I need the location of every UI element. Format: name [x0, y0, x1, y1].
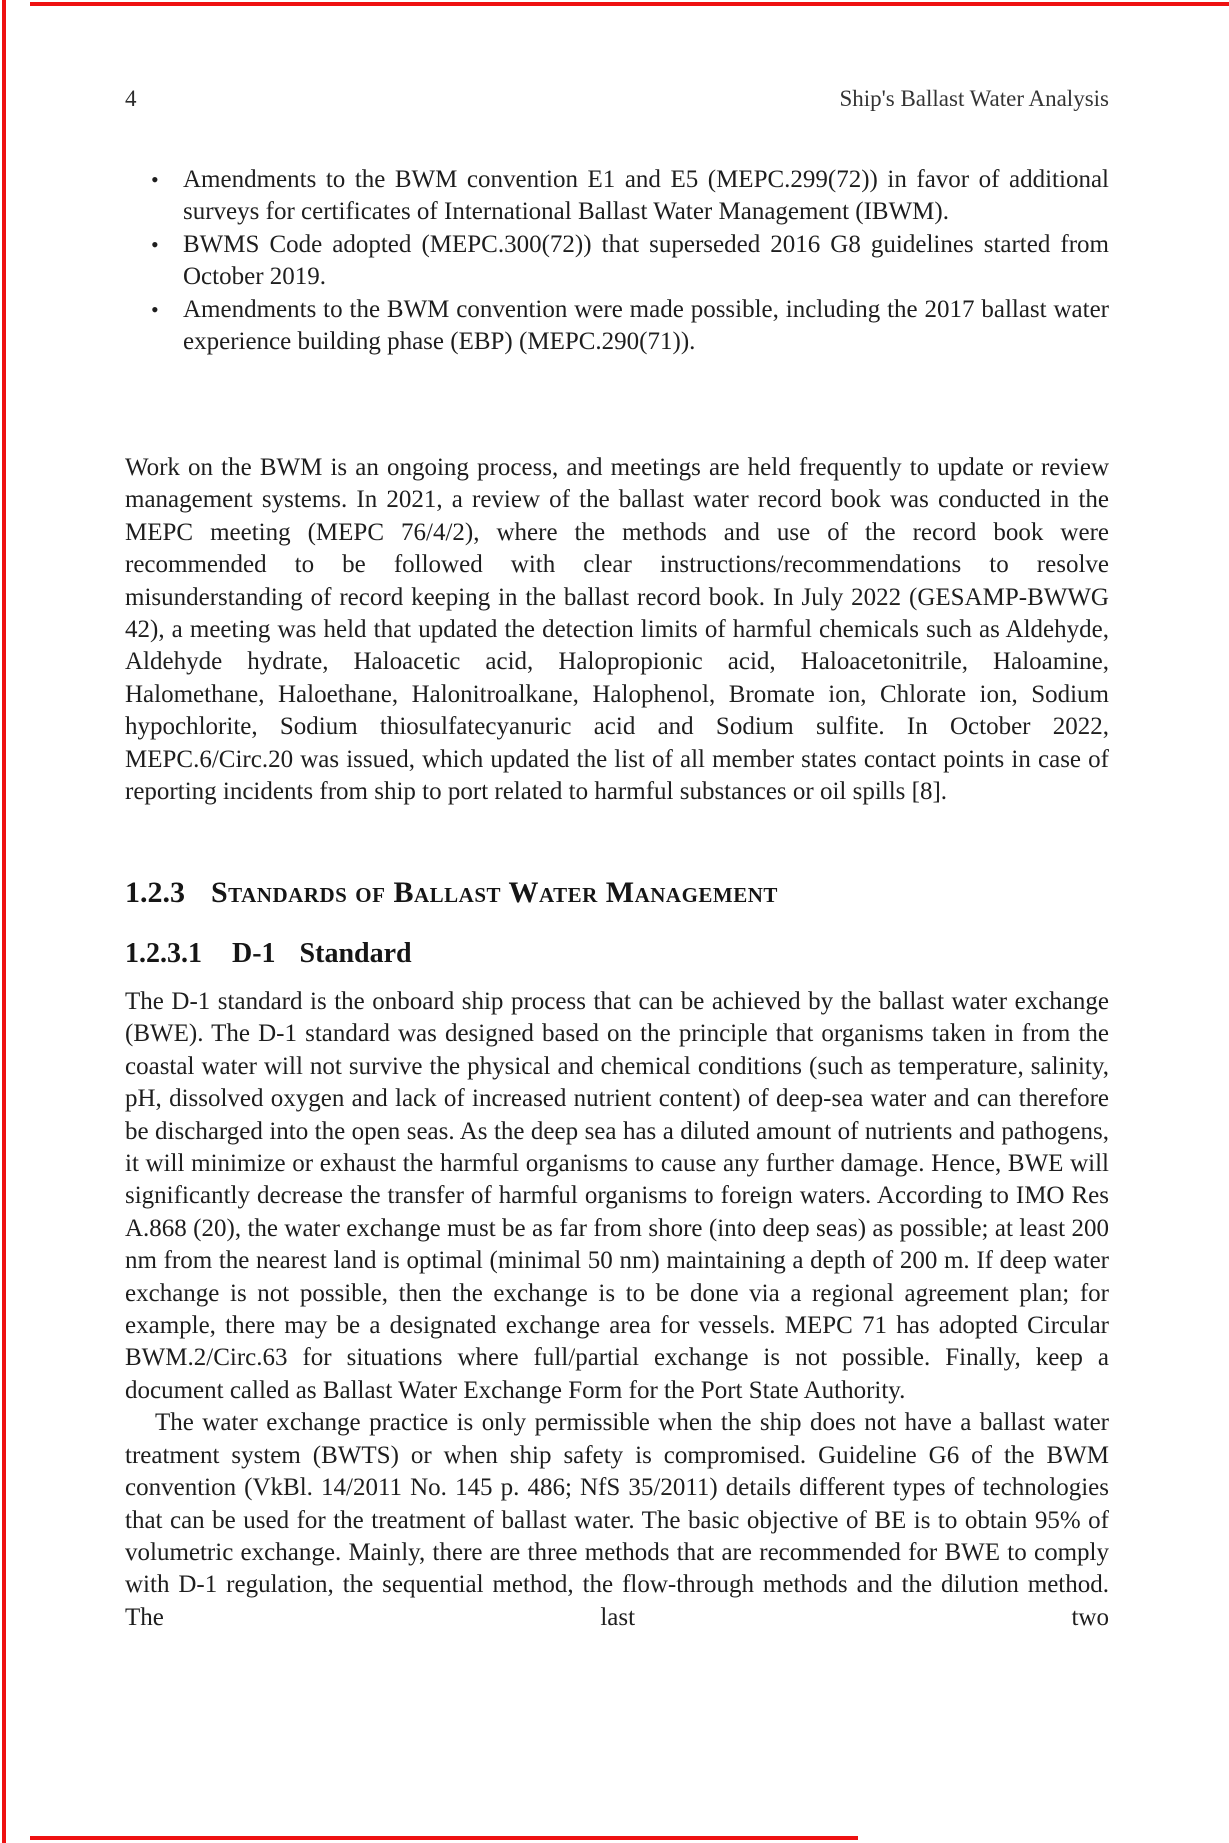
list-item: [125, 164, 1109, 229]
paragraph-bwm-updates: Work on the BWM is an ongoing process, and meetings are held frequently to update or review management systems. In 2021, a review of the ballast water record book was conducted in the MEPC meeting (MEPC 76/4/2), where the methods and use of the record book were recommended to be followed with clear instructions/recommendations to resolve misunderstanding of record keeping in the ballast record book. In July 2022 (GESAMP-BWWG 42), a meeting was held that updated the detection limits of harmful chemicals such as Aldehyde, Aldehyde hydrate, Haloacetic acid, Halopropionic acid, Haloacetonitrile, Haloamine, Halomethane, Haloethane, Halonitroalkane, Halophenol, Bromate ion, Chlorate ion, Sodium hypochlorite, Sodium thiosulfatecyanuric acid and Sodium sulfite. In October 2022, MEPC.6/Circ.20 was issued, which updated the list of all member states contact points in case of reporting incidents from ship to port related to harmful substances or oil spills [8].: [125, 454, 1109, 806]
running-header: [125, 86, 1109, 112]
section-heading-standards: [125, 876, 778, 910]
section-title: Standards of Ballast Water Management: [211, 876, 778, 909]
section-number: 1.2.3: [125, 876, 185, 909]
scan-mark-left: [2, 0, 6, 1843]
subsection-title: Standard: [299, 938, 412, 969]
list-item: [125, 229, 1109, 294]
page-number: 4: [125, 86, 137, 111]
list-item-text: Amendments to the BWM convention were made possible, including the 2017 ballast water experience building phase (EBP) (MEPC.290(71)).: [183, 295, 1109, 356]
bullet-icon: •: [151, 167, 159, 192]
bullet-icon: •: [151, 231, 159, 257]
running-title: Ship's Ballast Water Analysis: [839, 86, 1109, 111]
d1-standard-body: [125, 986, 1109, 1634]
subsection-heading-d1-standard: [125, 938, 412, 970]
paragraph-water-exchange-practice: The water exchange practice is only permissible when the ship does not have a ballast water treatment system (BWTS) or when ship safety is compromised. Guideline G6 of the BWM convention (VkBl. 14/2011 No. 145 p. 486; NfS 35/2011) details different types of technologies that can be used for the treatment of ballast water. The basic objective of BE is to obtain 95% of volumetric exchange. Mainly, there are three methods that are recommended for BWE to comply with D-1 regulation, the sequential method, the flow-through methods and the dilution method. The last two: [125, 1409, 1109, 1631]
paragraph-d1-description: The D-1 standard is the onboard ship process that can be achieved by the ballast water exchange (BWE). The D-1 standard was designed based on the principle that organisms taken in from the coastal water will not survive the physical and chemical conditions (such as temperature, salinity, pH, dissolved oxygen and lack of increased nutrient content) of deep-sea water and can therefore be discharged into the open seas. As the deep sea has a diluted amount of nutrients and pathogens, it will minimize or exhaust the harmful organisms to cause any further damage. Hence, BWE will significantly decrease the transfer of harmful organisms to foreign waters. According to IMO Res A.868 (20), the water exchange must be as far from shore (into deep seas) as possible; at least 200 nm from the nearest land is optimal (minimal 50 nm) maintaining a depth of 200 m. If deep water exchange is not possible, then the exchange is to be done via a regional agreement plan; for example, there may be a designated exchange area for vessels. MEPC 71 has adopted Circular BWM.2/Circ.63 for situations where full/partial exchange is not possible. Finally, keep a document called as Ballast Water Exchange Form for the Port State Authority.: [125, 988, 1109, 1404]
scan-mark-bottom: [30, 1836, 858, 1840]
bullet-icon: •: [151, 296, 159, 322]
bullet-list: [125, 164, 1109, 358]
list-item: [125, 294, 1109, 359]
subsection-code: D-1: [232, 938, 276, 969]
scan-mark-top: [30, 2, 1229, 6]
subsection-number: 1.2.3.1: [125, 938, 202, 969]
list-item-text: Amendments to the BWM convention E1 and E5 (MEPC.299(72)) in favor of additional surveys for certificates of International Ballast Water Management (IBWM).: [183, 166, 1109, 226]
list-item-text: BWMS Code adopted (MEPC.300(72)) that superseded 2016 G8 guidelines started from October 2019.: [183, 230, 1109, 291]
